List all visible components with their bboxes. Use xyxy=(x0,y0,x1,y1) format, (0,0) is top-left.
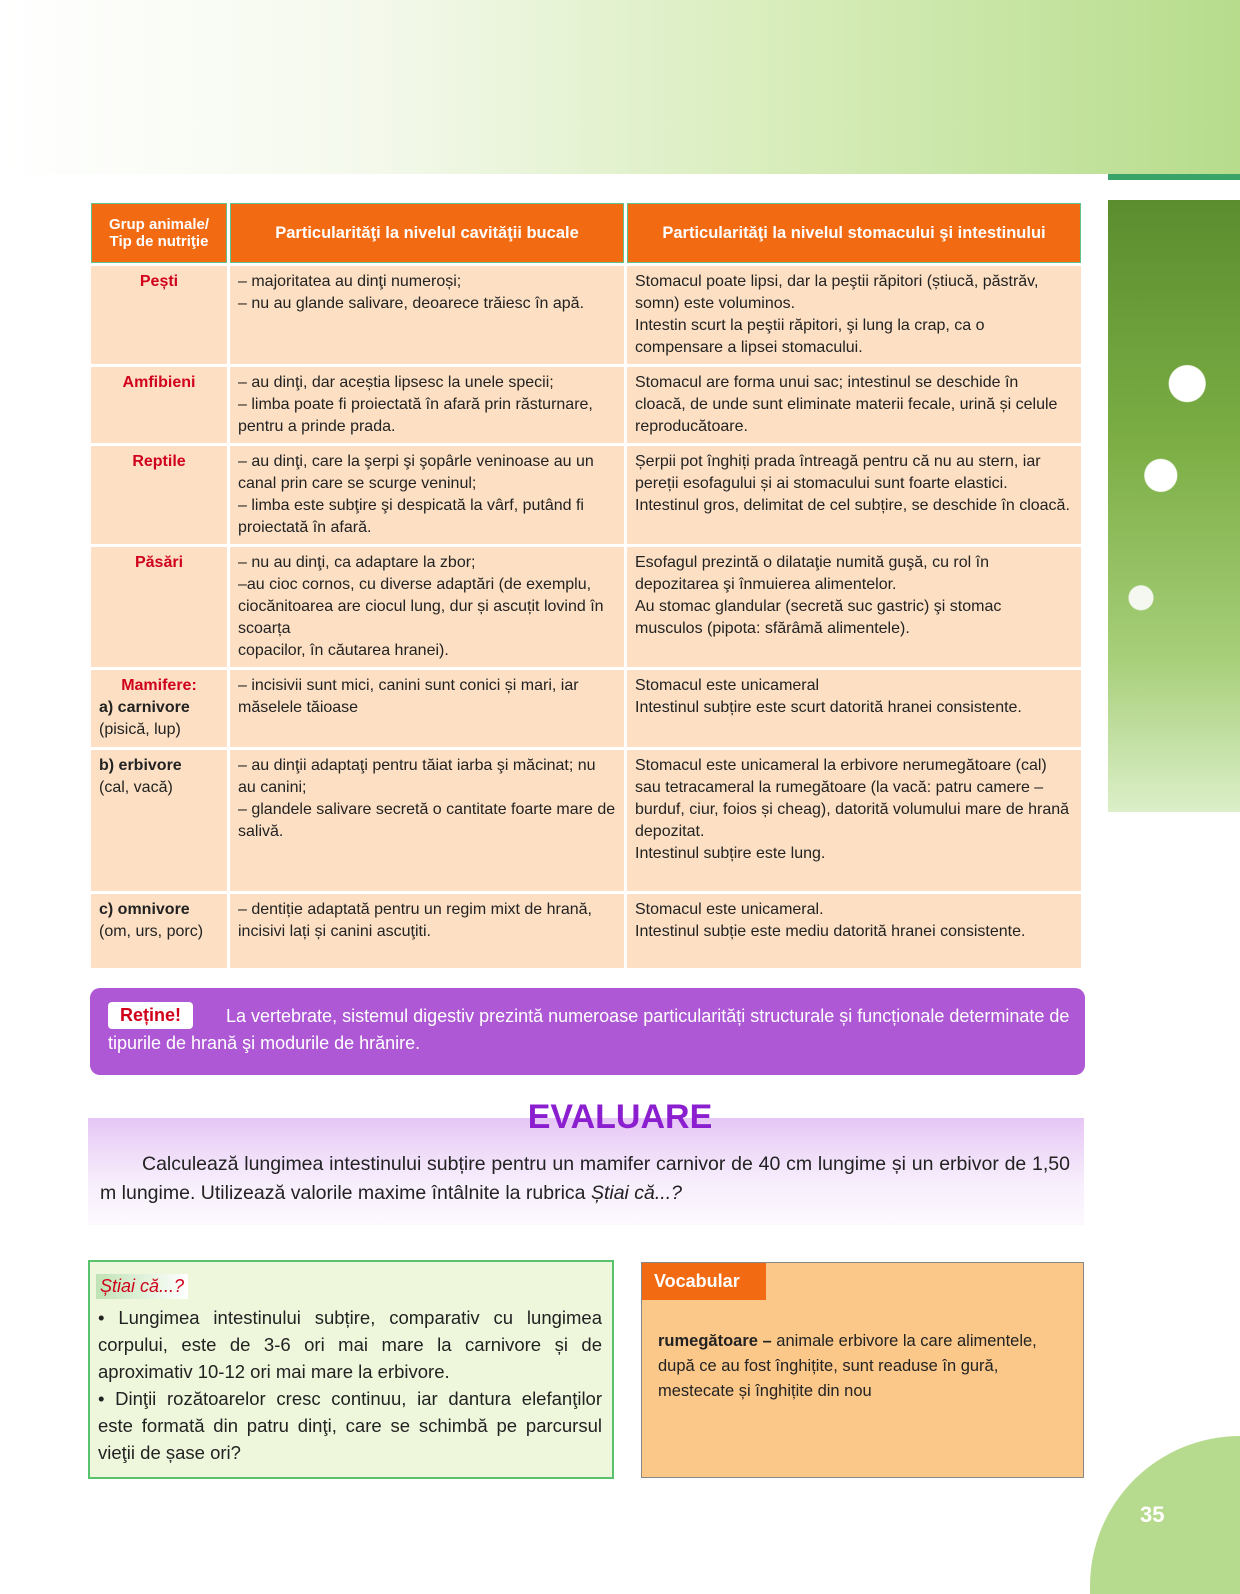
mouth-cell: – au dinţi, dar aceștia lipsesc la unele specii; – limba poate fi proiectată în afară prin răsturnare, pentru a prinde prada. xyxy=(230,367,624,443)
evaluare-body: Calculează lungimea intestinului subțire pentru un mamifer carnivor de 40 cm lungime și un erbivor de 1,50 m lungime. Utilizează valorile maxime întâlnite la rubrica xyxy=(100,1153,1070,1204)
group-cell xyxy=(91,367,227,443)
stomach-cell: Stomacul este unicameral. Intestinul subție este mediu datorită hranei consistente. xyxy=(627,894,1081,968)
vocabular-term: rumegătoare – xyxy=(658,1332,772,1350)
stomach-cell: Stomacul este unicameral Intestinul subțire este scurt datorită hranei consistente. xyxy=(627,670,1081,747)
digestive-comparison-table xyxy=(88,200,1084,971)
flower-photo xyxy=(1108,200,1240,812)
mouth-cell: – majoritatea au dinţi numeroși; – nu au glande salivare, deoarece trăiesc în apă. xyxy=(230,266,624,364)
mouth-cell: – incisivii sunt mici, canini sunt conici și mari, iar măselele tăioase xyxy=(230,670,624,747)
group-name: Amfibieni xyxy=(122,374,196,391)
group-name: Mamifere: xyxy=(121,677,197,694)
group-cell xyxy=(91,894,227,968)
stiai-box xyxy=(88,1260,614,1479)
table-row xyxy=(91,367,1081,443)
table-row xyxy=(91,266,1081,364)
mouth-cell: – dentiție adaptată pentru un regim mixt de hrană, incisivi lați și canini ascuţiti. xyxy=(230,894,624,968)
stomach-cell: Esofagul prezintă o dilataţie numită guşă, cu rol în depozitarea şi înmuierea alimentelor. Au stomac glandular (secretă suc gastric) şi stomac musculos (pipota: sfărâmă alimentele). xyxy=(627,547,1081,667)
evaluare-ref: Știai că...? xyxy=(590,1182,682,1204)
group-subtype: a) carnivore xyxy=(99,699,190,716)
mouth-cell: – au dinţii adaptaţi pentru tăiat iarba şi măcinat; nu au canini; – glandele salivare secretă o cantitate foarte mare de salivă. xyxy=(230,750,624,891)
vocabular-title: Vocabular xyxy=(642,1263,766,1300)
group-cell xyxy=(91,446,227,544)
vocabular-box xyxy=(641,1262,1084,1478)
header-mouth: Particularităţi la nivelul cavităţii bucale xyxy=(230,203,624,263)
evaluare-text xyxy=(100,1150,1070,1208)
group-cell xyxy=(91,266,227,364)
header-banner xyxy=(0,0,1240,174)
group-cell xyxy=(91,670,227,747)
group-cell xyxy=(91,547,227,667)
mouth-cell: – au dinţi, care la şerpi şi şopârle veninoase au un canal prin care se scurge veninul; – limba este subţire şi despicată la vârf, putând fi proiectată în afară. xyxy=(230,446,624,544)
group-name: Pești xyxy=(139,273,179,290)
stomach-cell: Șerpii pot înghiți prada întreagă pentru că nu au stern, iar pereții esofagului și ai stomacului sunt foarte elastici. Intestinul gros, delimitat de cel subțire, se deschide în cloacă. xyxy=(627,446,1081,544)
stomach-cell: Stomacul poate lipsi, dar la peştii răpitori (știucă, păstrăv, somn) este voluminos. Intestin scurt la peştii răpitori, şi lung la crap, ca o compensare a lipsei stomacului. xyxy=(627,266,1081,364)
retine-box xyxy=(90,988,1085,1075)
stiai-title: Știai că...? xyxy=(96,1274,188,1299)
group-examples: (pisică, lup) xyxy=(99,721,181,738)
stiai-item: • Lungimea intestinului subțire, comparativ cu lungimea corpului, este de 3-6 ori mai mare la carnivore și de aproximativ 10-12 ori mai mare la erbivore. xyxy=(98,1307,602,1382)
table-row xyxy=(91,894,1081,968)
group-name: Reptile xyxy=(132,453,186,470)
vocabular-definition: animale erbivore la care alimentele, după ce au fost înghițite, sunt readuse în gură, mestecate și înghițite din nou xyxy=(658,1332,1037,1400)
mouth-cell: – nu au dinţi, ca adaptare la zbor; –au cioc cornos, cu diverse adaptări (de exemplu, ciocănitoarea are ciocul lung, dur și ascuțit lovind în scoarța copacilor, în căutarea hranei). xyxy=(230,547,624,667)
table-row xyxy=(91,446,1081,544)
group-name: Păsări xyxy=(134,554,184,571)
group-examples: (cal, vacă) xyxy=(99,779,173,796)
group-cell xyxy=(91,750,227,891)
header-group: Grup animale/ Tip de nutriţie xyxy=(91,203,227,263)
retine-text: La vertebrate, sistemul digestiv prezintă numeroase particularități structurale și funcționale determinate de tipurile de hrană şi modurile de hrănire. xyxy=(108,1006,1070,1053)
group-subtype: b) erbivore xyxy=(99,757,182,774)
header-stomach: Particularităţi la nivelul stomacului şi intestinului xyxy=(627,203,1081,263)
header-divider xyxy=(1108,174,1240,180)
table-row xyxy=(91,670,1081,747)
page-number: 35 xyxy=(1140,1502,1165,1527)
group-examples: (om, urs, porc) xyxy=(99,923,204,940)
stiai-item: • Dinţii rozătoarelor cresc continuu, iar dantura elefanţilor este formată din patru dinţi, care se schimbă pe parcursul vieţii de șase ori? xyxy=(98,1388,602,1463)
stomach-cell: Stomacul are forma unui sac; intestinul se deschide în cloacă, de unde sunt eliminate materii fecale, urină și celule reproducătoare. xyxy=(627,367,1081,443)
evaluare-title: EVALUARE xyxy=(527,1098,713,1136)
page-number-badge xyxy=(1090,1436,1240,1594)
table-row xyxy=(91,750,1081,891)
table-row xyxy=(91,547,1081,667)
stomach-cell: Stomacul este unicameral la erbivore nerumegătoare (cal) sau tetracameral la rumegătoare (la vacă: patru camere – burduf, ciur, foios și cheag), datorită volumului mare de hrană depozitat. Intestinul subțire este lung. xyxy=(627,750,1081,891)
group-subtype: c) omnivore xyxy=(99,901,190,918)
retine-badge: Reține! xyxy=(108,1002,193,1029)
